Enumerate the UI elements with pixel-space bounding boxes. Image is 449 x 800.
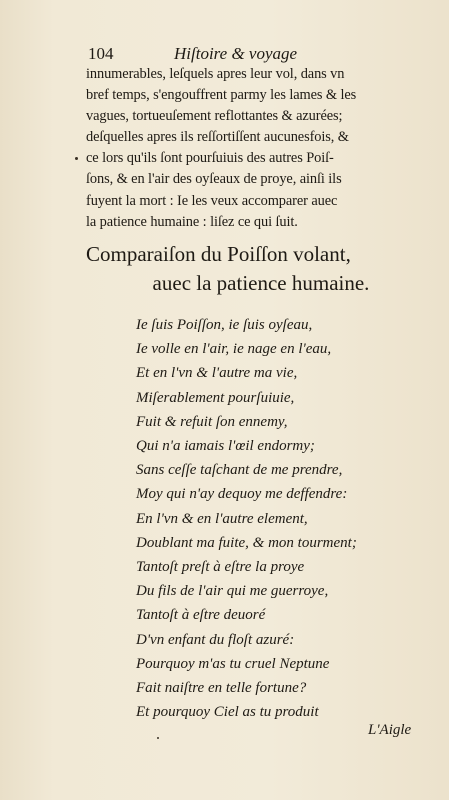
verse-line: Du fils de l'air qui me guerroye, [136,583,329,600]
prose-line: innumerables, leſquels apres leur vol, dans vn [86,66,345,82]
verse-line: Tantoſt preſt à eſtre la proye [136,559,305,576]
prose-line: la patience humaine : liſez ce qui ſuit. [86,213,298,230]
prose-line: ce lors qu'ils ſont pourſuiuis des autres Poiſ- [86,150,334,167]
poem [136,313,436,724]
running-title: Hiſtoire & voyage [174,44,298,63]
verse-line: Qui n'a iamais l'œil endormy; [136,438,315,455]
heading-line: auec la patience humaine. [152,271,370,295]
prose-line: fuyent la mort : Ie les veux accomparer auec [86,192,338,209]
verse-line: Et pourquoy Ciel as tu produit [136,704,319,721]
verse-line: Ie volle en l'air, ie nage en l'eau, [136,341,332,358]
prose-line: ſons, & en l'air des oyſeaux de proye, ainſi ils [86,171,342,188]
verse-line: En l'vn & en l'autre element, [136,510,308,527]
page-number: 104 [88,44,114,63]
verse-line: Tantoſt à eſtre deuoré [136,607,266,624]
verse-line: Ie ſuis Poiſſon, ie ſuis oyſeau, [136,317,313,333]
verse-line: Miſerablement pourſuiuie, [136,389,295,406]
ink-speck [157,737,159,739]
prose-paragraph [86,64,430,233]
catchword: L'Aigle [368,722,412,738]
prose-line: bref temps, s'engouffrent parmy les lames & les [86,87,357,104]
verse-line: D'vn enfant du floſt azuré: [136,631,295,648]
ink-speck [75,157,78,160]
verse-line: Sans ceſſe taſchant de me prendre, [136,462,343,479]
section-heading [86,240,436,298]
prose-line: deſquelles apres ils reſſortiſſent aucunesfois, & [86,129,349,146]
verse-line: Pourquoy m'as tu cruel Neptune [136,655,330,672]
verse-line: Et en l'vn & l'autre ma vie, [136,365,298,382]
verse-line: Fuit & refuit ſon ennemy, [136,413,288,430]
verse-line: Moy qui n'ay dequoy me deffendre: [136,486,348,503]
verse-line: Doublant ma fuite, & mon tourment; [136,534,357,551]
prose-line: vagues, tortueuſement reflottantes & azurées; [86,108,343,125]
verse-line: Fait naiſtre en telle fortune? [136,680,307,697]
heading-line: Comparaiſon du Poiſſon volant, [86,242,351,266]
